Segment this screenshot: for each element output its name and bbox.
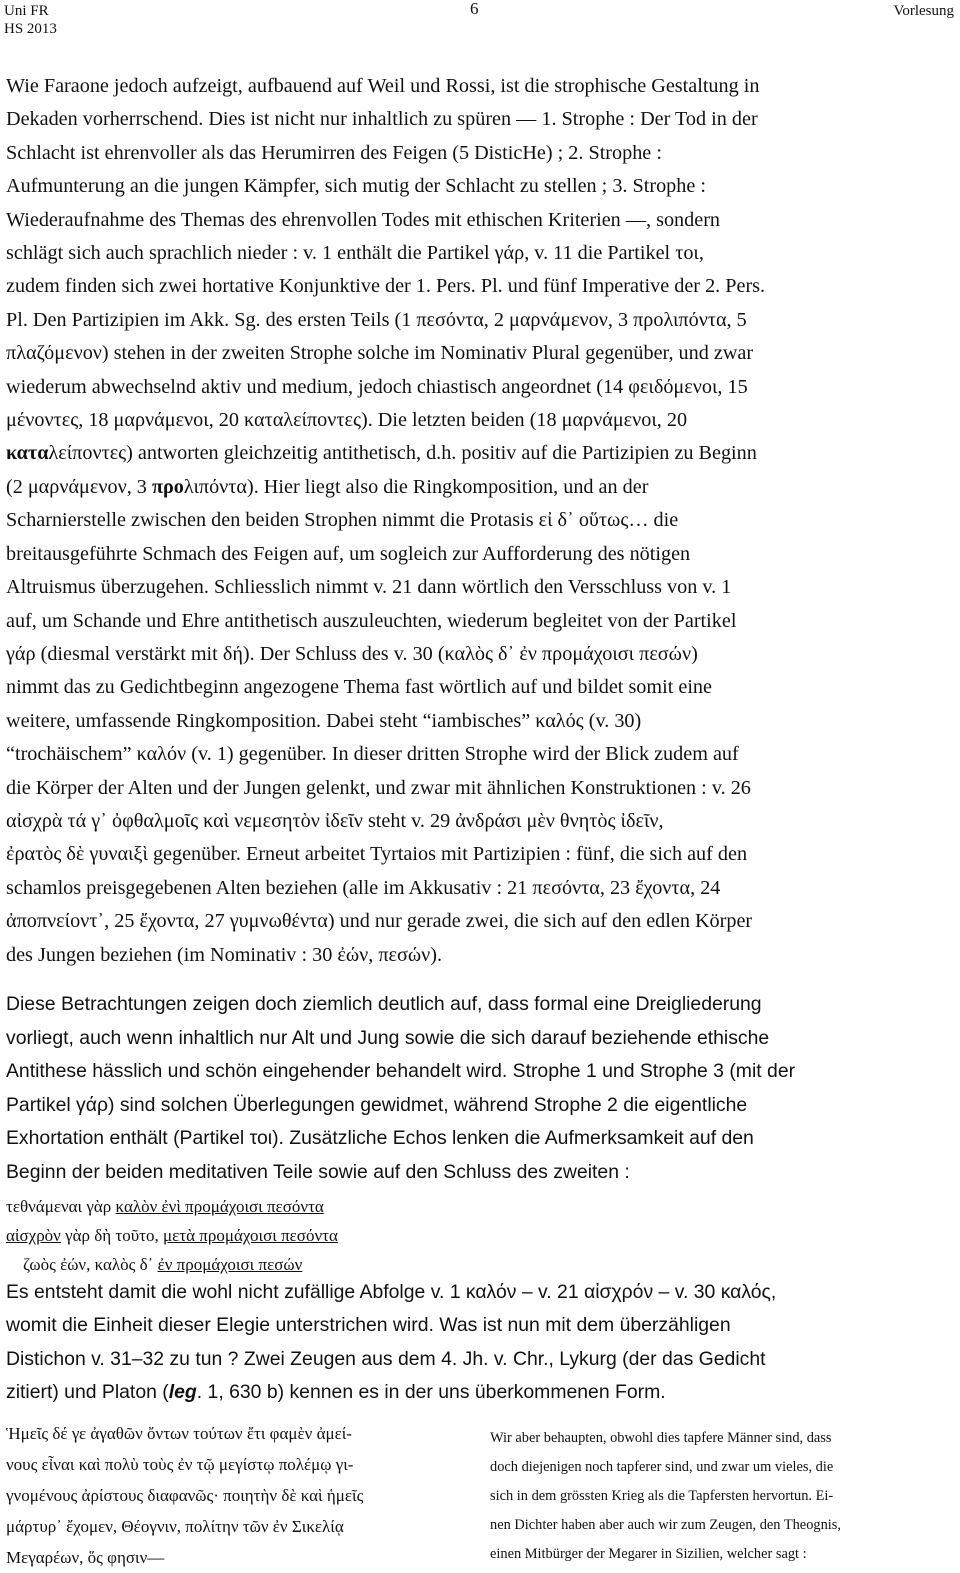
text-fragment: (2 μαρνάμενον, 3: [6, 475, 152, 498]
bold-prefix: κατα: [6, 442, 49, 465]
text-fragment: λιπόντα). Hier liegt also die Ringkomposition, und an der: [183, 475, 649, 498]
text-line: Beginn der beiden meditativen Teile sowie auf den Schluss des zweiten :: [6, 1160, 630, 1183]
text-line: πλαζόμενον) stehen in der zweiten Strophe solche im Nominativ Plural gegenüber, und zwar: [6, 342, 754, 365]
text-line: Es entsteht damit die wohl nicht zufällige Abfolge v. 1 καλόν – v. 21 αἰσχρόν – v. 30 καλός,: [6, 1281, 777, 1303]
verse-fragment: τεθνάμεναι γὰρ: [6, 1197, 116, 1216]
verse-line: [6, 1221, 606, 1250]
text-fragment: zitiert) und Platon (: [6, 1381, 169, 1404]
text-line: [6, 437, 958, 470]
verse-underlined: αἰσχρὸν: [6, 1226, 61, 1245]
verse-line: [6, 1250, 606, 1279]
header-lecture-label: Vorlesung: [893, 3, 954, 19]
text-line: μένοντες, 18 μαρνάμενοι, 20 καταλείποντες). Die letzten beiden (18 μαρνάμενοι, 20: [6, 409, 688, 432]
text-line: [6, 471, 958, 504]
paragraph-tripartite-structure: [6, 988, 958, 1190]
text-line: Exhortation enthält (Partikel τοι). Zusätzliche Echos lenken die Aufmerksamkeit auf den: [6, 1127, 754, 1150]
text-line: womit die Einheit dieser Elegie unterstrichen wird. Was ist nun mit dem überzähligen: [6, 1314, 731, 1337]
text-fragment: λείποντες) antworten gleichzeitig antithetisch, d.h. positiv auf die Partizipien zu Beginn: [48, 442, 757, 465]
header-semester: HS 2013: [4, 21, 57, 37]
citation-line: νους εἶναι καὶ πολὺ τοὺς ἐν τῷ μεγίστῳ πολέμῳ γι-: [6, 1455, 354, 1474]
bold-prefix: προ: [151, 475, 184, 498]
verse-underlined: ἐν προμάχοισι πεσών: [157, 1255, 303, 1274]
text-line: schlägt sich auch sprachlich nieder : v. 1 enthält die Partikel γάρ, v. 11 die Partikel τοι,: [6, 242, 704, 265]
text-line: ἐρατὸς δὲ γυναιξὶ gegenüber. Erneut arbeitet Tyrtaios mit Partizipien : fünf, die sich auf den: [6, 843, 748, 866]
text-line: “trochäischem” καλόν (v. 1) gegenüber. In dieser dritten Strophe wird der Blick zudem auf: [6, 743, 739, 766]
text-line: nimmt das zu Gedichtbeginn angezogene Thema fast wörtlich auf und bildet somit eine: [6, 676, 712, 699]
text-line: Distichon v. 31–32 zu tun ? Zwei Zeugen aus dem 4. Jh. v. Chr., Lykurg (der das Gedicht: [6, 1347, 766, 1370]
translation-line: Wir aber behaupten, obwohl dies tapfere Männer sind, dass: [490, 1430, 832, 1446]
text-line: Aufmunterung an die jungen Kämpfer, sich mutig der Schlacht zu stellen ; 3. Strophe :: [6, 175, 706, 198]
translation-column: [490, 1424, 956, 1569]
greek-verse-quote: [6, 1192, 606, 1279]
translation-line: sich in dem grössten Krieg als die Tapfersten hervortun. Ei-: [490, 1488, 834, 1504]
text-line: Partikel γάρ) sind solchen Überlegungen gewidmet, während Strophe 2 die eigentliche: [6, 1093, 748, 1116]
translation-line: einen Mitbürger der Megarer in Sizilien, welcher sagt :: [490, 1546, 807, 1562]
text-line: auf, um Schande und Ehre antithetisch auszuleuchten, wiederum begleitet von der Partikel: [6, 609, 737, 632]
text-line: Diese Betrachtungen zeigen doch ziemlich deutlich auf, dass formal eine Dreigliederung: [6, 993, 762, 1015]
text-line: schamlos preisgegebenen Alten beziehen (alle im Akkusativ : 21 πεσόντα, 23 ἔχοντα, 24: [6, 876, 721, 899]
paragraph-sequence-conclusion: [6, 1276, 958, 1410]
verse-underlined: μετὰ προμάχοισι πεσόντα: [163, 1226, 338, 1245]
text-fragment: . 1, 630 b) kennen es in der uns überkommenen Form.: [196, 1381, 666, 1404]
text-line: wiederum abwechselnd aktiv und medium, jedoch chiastisch angeordnet (14 φειδόμενοι, 15: [6, 375, 748, 398]
text-line: weitere, umfassende Ringkomposition. Dabei steht “iambisches” καλός (v. 30): [6, 709, 642, 732]
page-number: 6: [470, 0, 479, 18]
text-line: [6, 1376, 958, 1409]
header-course-info: [4, 2, 57, 38]
citation-line: γνομένους ἀρίστους διαφανῶς· ποιητὴν δὲ καὶ ἡμεῖς: [6, 1486, 364, 1505]
translation-line: doch diejenigen noch tapferer sind, und zwar um vieles, die: [490, 1459, 834, 1475]
verse-line: [6, 1192, 606, 1221]
text-line: zudem finden sich zwei hortative Konjunktive der 1. Pers. Pl. und fünf Imperative der 2. Pers.: [6, 275, 766, 298]
verse-fragment: γὰρ δὴ τοῦτο,: [60, 1226, 164, 1245]
text-line: Dekaden vorherrschend. Dies ist nicht nur inhaltlich zu spüren — 1. Strophe : Der Tod in der: [6, 108, 758, 131]
text-line: Pl. Den Partizipien im Akk. Sg. des ersten Teils (1 πεσόντα, 2 μαρνάμενον, 3 προλιπόντα, 5: [6, 308, 747, 331]
verse-underlined: καλὸν ἐνὶ προμάχοισι πεσόντα: [115, 1197, 324, 1216]
text-line: des Jungen beziehen (im Nominativ : 30 ἐών, πεσών).: [6, 943, 443, 966]
text-line: αἰσχρὰ τά γ᾽ ὀφθαλμοῖς καὶ νεμεσητὸν ἰδεῖν steht v. 29 ἀνδράσι μὲν θνητὸς ἰδεῖν,: [6, 809, 664, 832]
text-line: vorliegt, auch wenn inhaltlich nur Alt und Jung sowie die sich darauf beziehende ethische: [6, 1026, 770, 1049]
greek-citation-column: [6, 1418, 476, 1573]
text-line: die Körper der Alten und der Jungen gelenkt, und zwar mit ähnlichen Konstruktionen : v. 26: [6, 776, 751, 799]
text-line: breitausgeführte Schmach des Feigen auf, um sogleich zur Aufforderung des nötigen: [6, 542, 691, 565]
text-line: Scharnierstelle zwischen den beiden Strophen nimmt die Protasis εἰ δ᾽ οὕτως… die: [6, 509, 679, 532]
text-line: γάρ (diesmal verstärkt mit δή). Der Schluss des v. 30 (καλὸς δ᾽ ἐν προμάχοισι πεσών): [6, 642, 698, 665]
citation-line: μάρτυρ᾽ ἔχομεν, Θέογνιν, πολίτην τῶν ἐν Σικελίᾳ: [6, 1517, 344, 1536]
paragraph-strophic-structure: [6, 70, 958, 972]
text-line: Wie Faraone jedoch aufzeigt, aufbauend auf Weil und Rossi, ist die strophische Gestaltung in: [6, 75, 760, 97]
verse-fragment: ζωὸς ἐών, καλὸς δ᾽: [23, 1255, 158, 1274]
text-line: ἀποπνείοντ᾽, 25 ἔχοντα, 27 γυμνωθέντα) und nur gerade zwei, die sich auf den edlen Körper: [6, 910, 753, 933]
text-line: Altruismus überzugehen. Schliesslich nimmt v. 21 dann wörtlich den Versschluss von v. 1: [6, 576, 732, 599]
translation-line: nen Dichter haben aber auch wir zum Zeugen, den Theognis,: [490, 1517, 841, 1533]
text-line: Wiederaufnahme des Themas des ehrenvollen Todes mit ethischen Kriterien —, sondern: [6, 208, 721, 231]
citation-line: Μεγαρέων, ὅς φησιν—: [6, 1548, 165, 1567]
citation-line: Ἡμεῖς δέ γε ἀγαθῶν ὄντων τούτων ἔτι φαμὲν ἀμεί-: [6, 1424, 352, 1443]
text-line: Schlacht ist ehrenvoller als das Herumirren des Feigen (5 DisticHe) ; 2. Strophe :: [6, 141, 662, 164]
italic-bold-abbrev: leg: [168, 1381, 197, 1404]
text-line: Antithese hässlich und schön eingehender behandelt wird. Strophe 1 und Strophe 3 (mit der: [6, 1060, 796, 1083]
header-university: Uni FR: [4, 3, 49, 19]
